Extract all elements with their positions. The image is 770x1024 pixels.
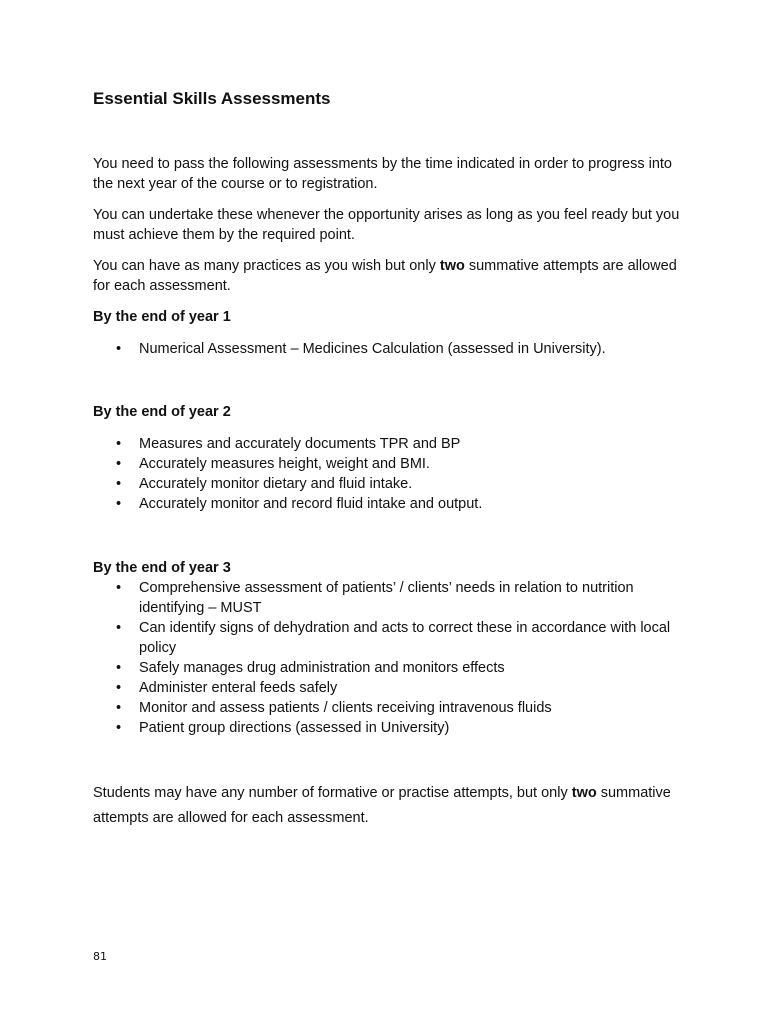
intro-p3-text-end: summative attempts are allowed for each assessment. [93, 258, 677, 294]
closing-text-end: summative attempts are allowed for each assessment. [93, 785, 671, 826]
bullet-icon: • [116, 700, 122, 716]
bullet-icon: • [116, 720, 122, 736]
intro-paragraph-1: You need to pass the following assessments by the time indicated in order to progress into the next year of the course or to registration. [93, 156, 672, 192]
list-item-text: Patient group directions (assessed in University) [139, 720, 450, 736]
list-item-text: Can identify signs of dehydration and acts to correct these in accordance with local policy [139, 620, 671, 656]
year-3-item [93, 678, 693, 698]
closing-emphasis: two [571, 785, 597, 801]
bullet-icon: • [116, 496, 122, 512]
year-1-heading: By the end of year 1 [93, 309, 231, 325]
bullet-icon: • [116, 341, 122, 357]
intro-paragraph-3 [93, 256, 693, 296]
year-2-heading: By the end of year 2 [93, 404, 231, 420]
list-item-text: Accurately measures height, weight and BMI. [139, 456, 430, 472]
bullet-icon: • [116, 620, 122, 636]
year-2-list [93, 434, 693, 514]
intro-p3-emphasis: two [439, 258, 465, 274]
year-1-list [93, 339, 693, 359]
year-3-item [93, 618, 693, 658]
year-3-item [93, 718, 693, 738]
bullet-icon: • [116, 456, 122, 472]
bullet-icon: • [116, 476, 122, 492]
year-3-list [93, 578, 693, 738]
page-content [93, 88, 693, 831]
year-1-item [93, 339, 693, 359]
year-3-item [93, 698, 693, 718]
list-item-text: Comprehensive assessment of patients’ / clients’ needs in relation to nutrition identifying – MUST [139, 580, 634, 616]
closing-text-start: Students may have any number of formative or practise attempts, but only [93, 785, 572, 801]
list-item-text: Administer enteral feeds safely [139, 680, 338, 696]
year-2-item [93, 434, 693, 454]
bullet-icon: • [116, 660, 122, 676]
bullet-icon: • [116, 680, 122, 696]
year-3-item [93, 578, 693, 618]
year-3-heading: By the end of year 3 [93, 560, 231, 576]
page-number: 81 [93, 950, 107, 963]
year-2-item [93, 474, 693, 494]
intro-paragraph-2: You can undertake these whenever the opportunity arises as long as you feel ready but you must achieve them by the required point. [93, 207, 680, 243]
list-item-text: Accurately monitor dietary and fluid intake. [139, 476, 413, 492]
list-item-text: Accurately monitor and record fluid intake and output. [139, 496, 483, 512]
year-2-item [93, 454, 693, 474]
intro-p3-text-start: You can have as many practices as you wish but only [93, 258, 440, 274]
page-title: Essential Skills Assessments [93, 89, 331, 108]
year-3-item [93, 658, 693, 678]
list-item-text: Measures and accurately documents TPR and BP [139, 436, 461, 452]
bullet-icon: • [116, 436, 122, 452]
year-2-item [93, 494, 693, 514]
bullet-icon: • [116, 580, 122, 596]
list-item-text: Numerical Assessment – Medicines Calculation (assessed in University). [139, 341, 606, 357]
list-item-text: Safely manages drug administration and monitors effects [139, 660, 505, 676]
list-item-text: Monitor and assess patients / clients receiving intravenous fluids [139, 700, 552, 716]
closing-paragraph [93, 781, 693, 831]
